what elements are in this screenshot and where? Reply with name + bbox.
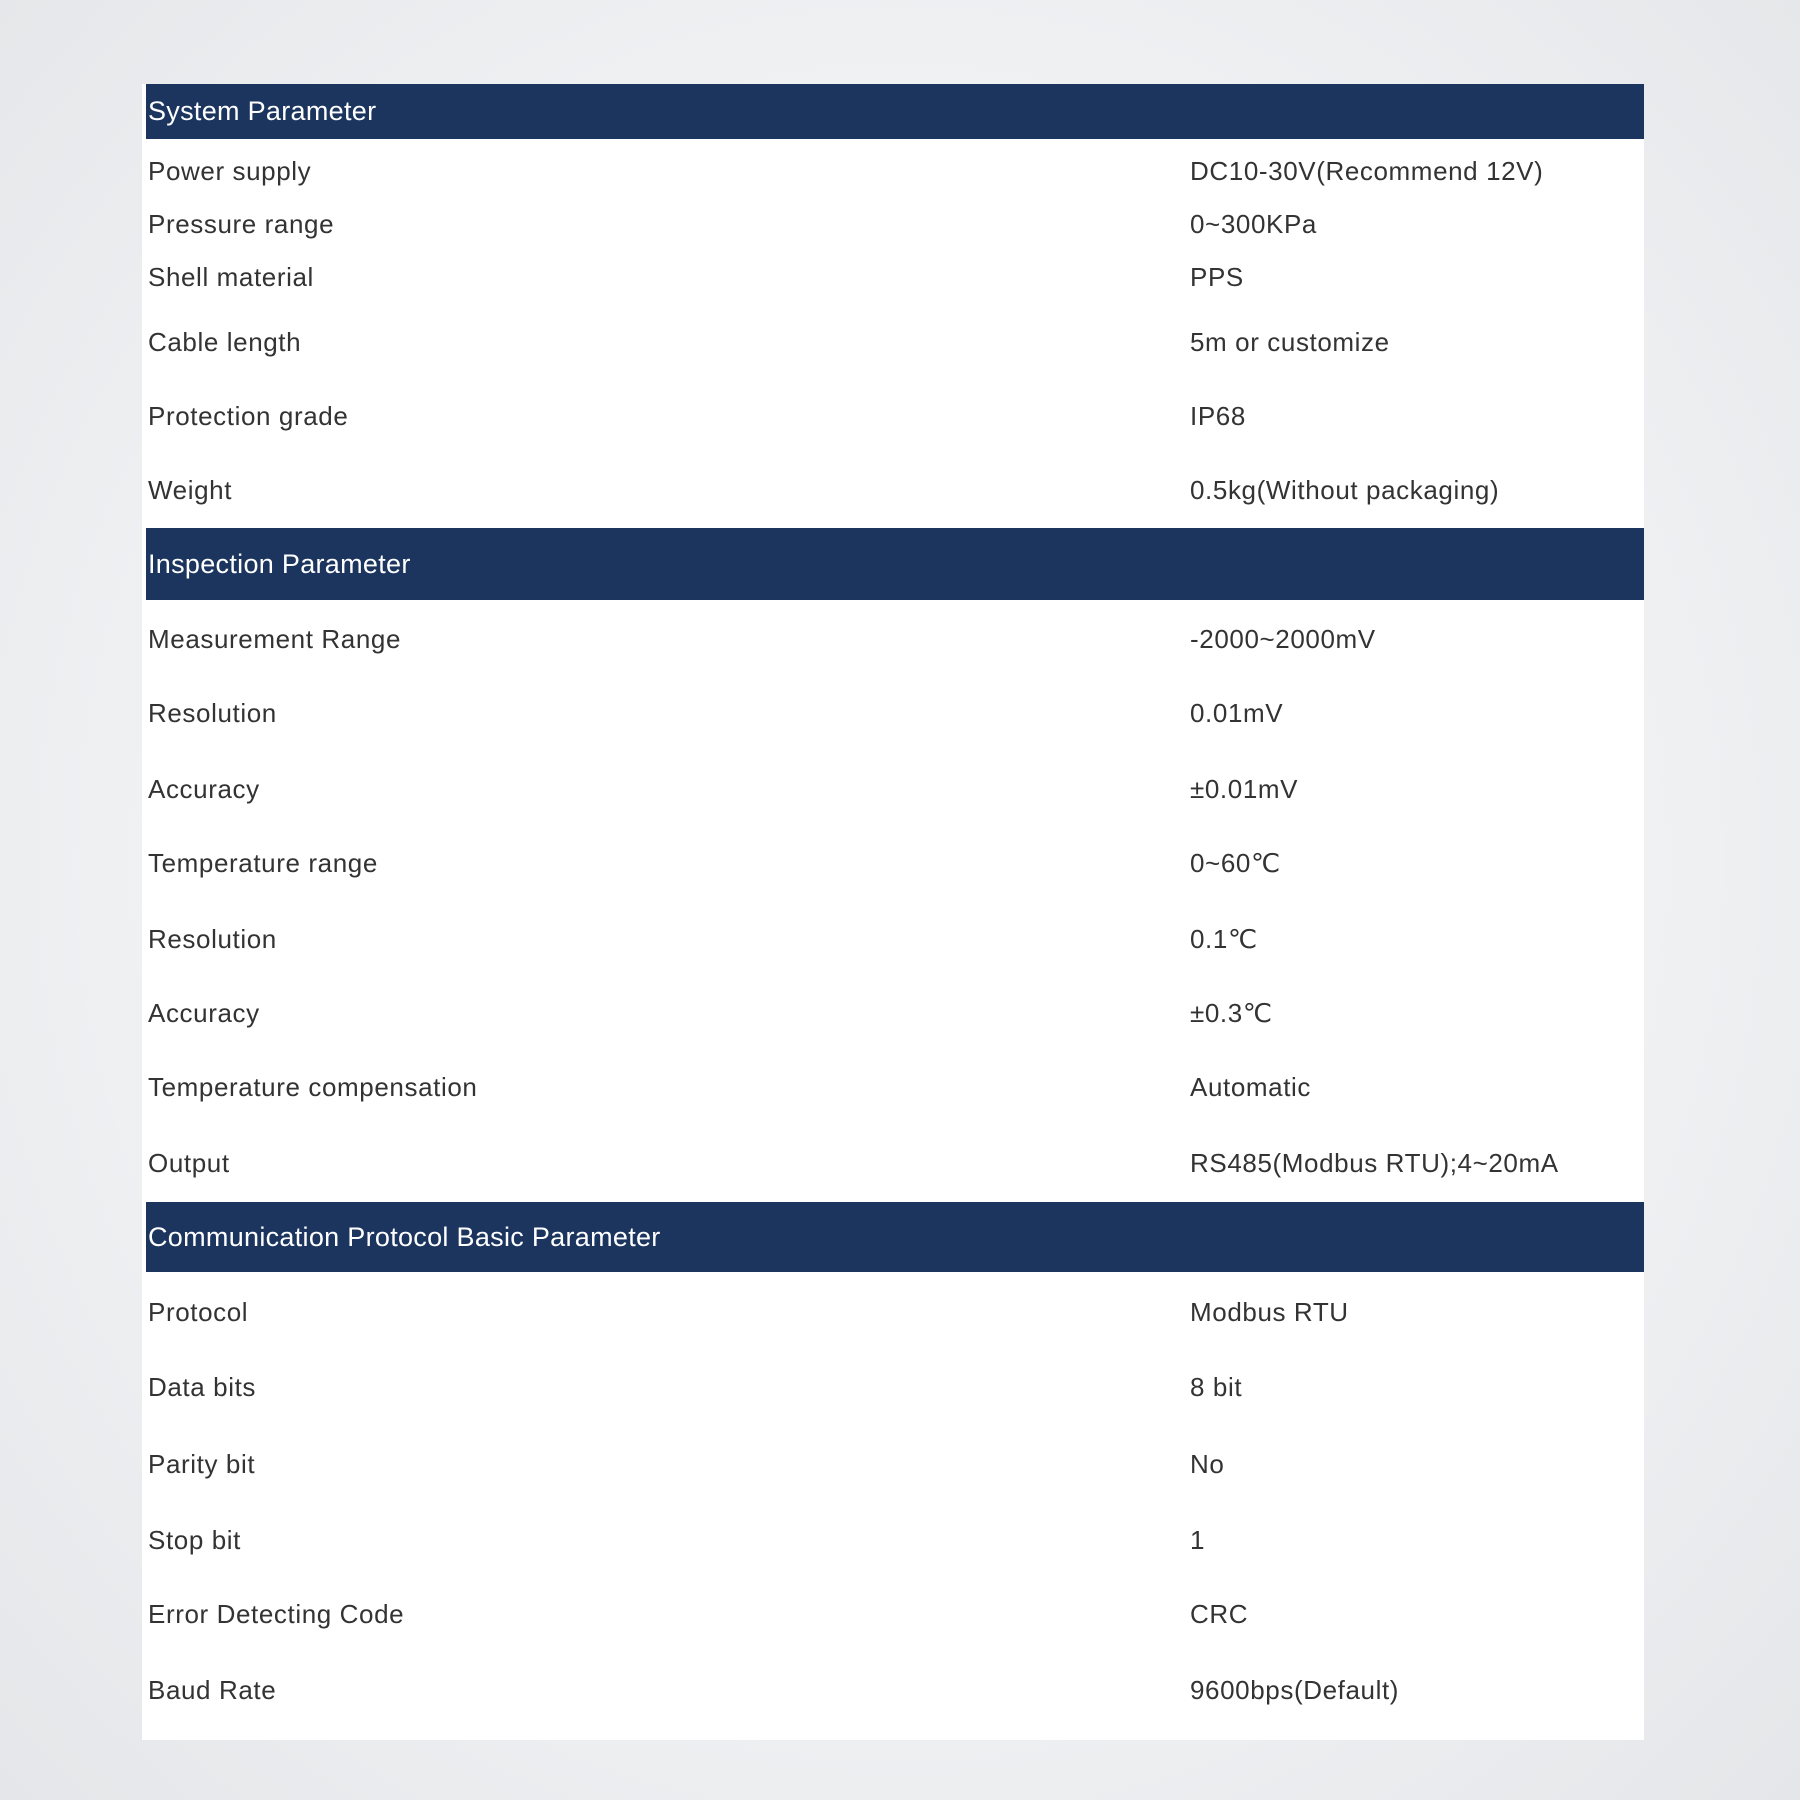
section-title: Communication Protocol Basic Parameter <box>148 1221 661 1252</box>
row-label: Data bits <box>148 1371 257 1402</box>
row-value: 0~300KPa <box>1190 208 1317 239</box>
row-value: 0.5kg(Without packaging) <box>1190 474 1500 505</box>
row-label: Accuracy <box>148 997 260 1028</box>
section-header-system <box>146 84 1644 139</box>
row-value: PPS <box>1190 261 1244 292</box>
row-value: Automatic <box>1190 1071 1312 1102</box>
table-row <box>146 1138 1644 1188</box>
spec-table <box>142 84 1644 1740</box>
row-value: 1 <box>1190 1524 1206 1555</box>
row-label: Pressure range <box>148 208 335 239</box>
row-label: Resolution <box>148 697 277 728</box>
row-label: Resolution <box>148 923 277 954</box>
table-row <box>146 688 1644 738</box>
row-label: Output <box>148 1147 230 1178</box>
row-label: Protocol <box>148 1296 249 1327</box>
table-row <box>146 391 1644 441</box>
section-title: System Parameter <box>148 96 377 126</box>
row-label: Temperature compensation <box>148 1071 478 1102</box>
table-row <box>146 146 1644 196</box>
row-value: RS485(Modbus RTU);4~20mA <box>1190 1147 1559 1178</box>
table-row <box>146 465 1644 515</box>
row-label: Shell material <box>148 261 314 292</box>
row-value: Modbus RTU <box>1190 1296 1349 1327</box>
row-label: Measurement Range <box>148 623 401 654</box>
row-label: Baud Rate <box>148 1674 277 1705</box>
table-row <box>146 1515 1644 1565</box>
table-row <box>146 988 1644 1038</box>
table-row <box>146 1287 1644 1337</box>
table-row <box>146 1665 1644 1715</box>
table-row <box>146 199 1644 249</box>
table-row <box>146 914 1644 964</box>
table-row <box>146 764 1644 814</box>
row-value: 8 bit <box>1190 1371 1243 1402</box>
row-value: No <box>1190 1448 1225 1479</box>
table-row <box>146 317 1644 367</box>
row-value: ±0.01mV <box>1190 773 1299 804</box>
row-label: Accuracy <box>148 773 260 804</box>
row-value: 9600bps(Default) <box>1190 1674 1400 1705</box>
table-row <box>146 1439 1644 1489</box>
row-value: -2000~2000mV <box>1190 623 1376 654</box>
row-value: 0.01mV <box>1190 697 1284 728</box>
row-value: DC10-30V(Recommend 12V) <box>1190 155 1544 186</box>
row-value: CRC <box>1190 1598 1249 1629</box>
table-row <box>146 1362 1644 1412</box>
row-label: Parity bit <box>148 1448 256 1479</box>
section-header-inspection <box>146 528 1644 600</box>
row-label: Stop bit <box>148 1524 241 1555</box>
row-value: ±0.3℃ <box>1190 997 1273 1028</box>
table-row <box>146 614 1644 664</box>
row-value: 5m or customize <box>1190 326 1390 357</box>
table-row <box>146 1589 1644 1639</box>
row-value: IP68 <box>1190 400 1246 431</box>
table-row <box>146 838 1644 888</box>
row-value: 0~60℃ <box>1190 847 1281 878</box>
row-label: Temperature range <box>148 847 378 878</box>
row-label: Error Detecting Code <box>148 1598 405 1629</box>
row-label: Power supply <box>148 155 312 186</box>
row-value: 0.1℃ <box>1190 923 1258 954</box>
section-title: Inspection Parameter <box>148 548 411 579</box>
table-row <box>146 1062 1644 1112</box>
row-label: Protection grade <box>148 400 349 431</box>
row-label: Cable length <box>148 326 302 357</box>
row-label: Weight <box>148 474 233 505</box>
section-header-communication <box>146 1202 1644 1272</box>
table-row <box>146 252 1644 302</box>
